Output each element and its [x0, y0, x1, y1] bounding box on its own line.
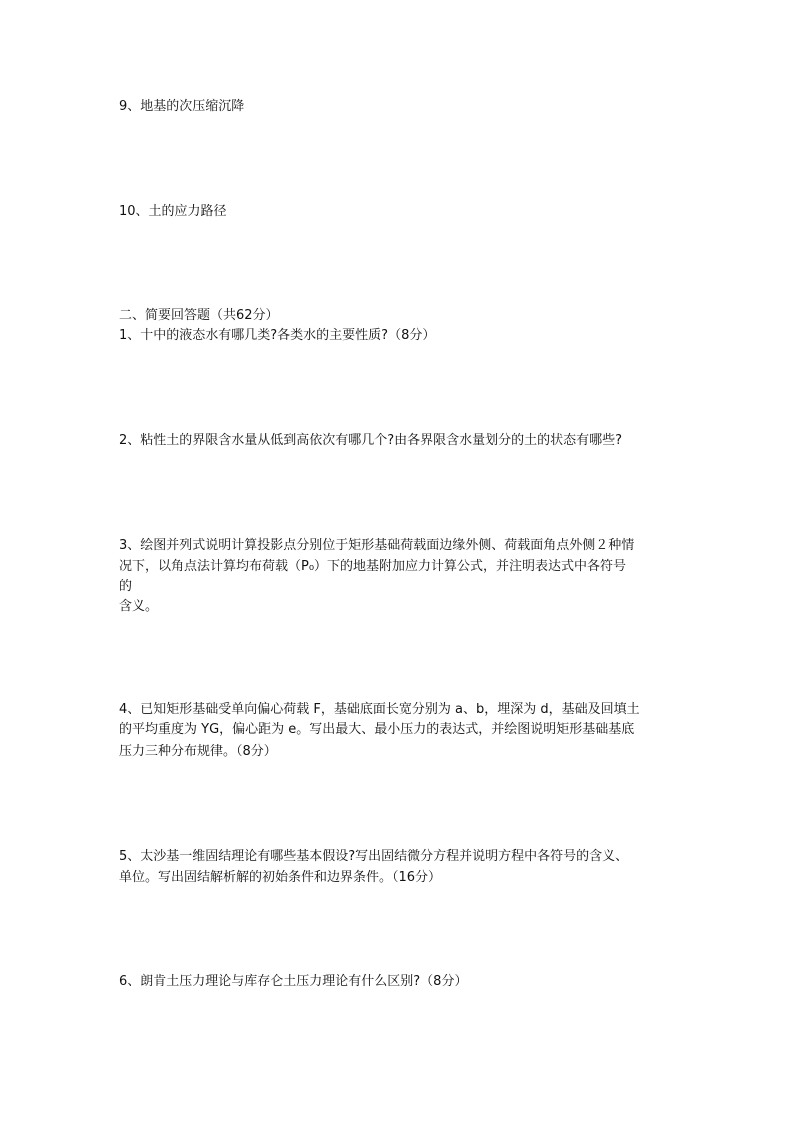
- short-answer-5-line-2: 单位。写出固结解析解的初始条件和边界条件。（16分）: [119, 870, 442, 885]
- short-answer-3-line-4: 含义。: [119, 599, 159, 614]
- short-answer-4-line-1: 4、已知矩形基础受单向偏心荷载 F，基础底面长宽分别为 a、b，埋深为 d，基础及回填土: [119, 702, 640, 717]
- short-answer-3-line-1: 3、绘图并列式说明计算投影点分别位于矩形基础荷载面边缘外侧、荷载面角点外侧２种情: [119, 538, 635, 553]
- question-9: 9、地基的次压缩沉降: [119, 99, 245, 114]
- short-answer-4-line-2: 的平均重度为 YG，偏心距为 e。写出最大、最小压力的表达式，并绘图说明矩形基础基底: [119, 722, 635, 737]
- question-10: 10、土的应力路径: [119, 204, 227, 219]
- short-answer-4-line-3: 压力三种分布规律。（8分）: [119, 744, 277, 759]
- short-answer-6: 6、朗肯土压力理论与库存仑土压力理论有什么区别?（8分）: [119, 974, 468, 989]
- short-answer-3-line-3: 的: [119, 579, 133, 594]
- section-heading: 二、简要回答题（共62分）: [119, 308, 279, 323]
- short-answer-5-line-1: 5、太沙基一维固结理论有哪些基本假设?写出固结微分方程并说明方程中各符号的含义、: [119, 849, 629, 864]
- short-answer-3-line-2: 况下，以角点法计算均布荷载（P₀）下的地基附加应力计算公式，并注明表达式中各符号: [119, 559, 627, 574]
- short-answer-2: 2、粘性土的界限含水量从低到高依次有哪几个?由各界限含水量划分的土的状态有哪些?: [119, 433, 623, 448]
- short-answer-1: 1、十中的液态水有哪几类?各类水的主要性质?（8分）: [119, 328, 436, 343]
